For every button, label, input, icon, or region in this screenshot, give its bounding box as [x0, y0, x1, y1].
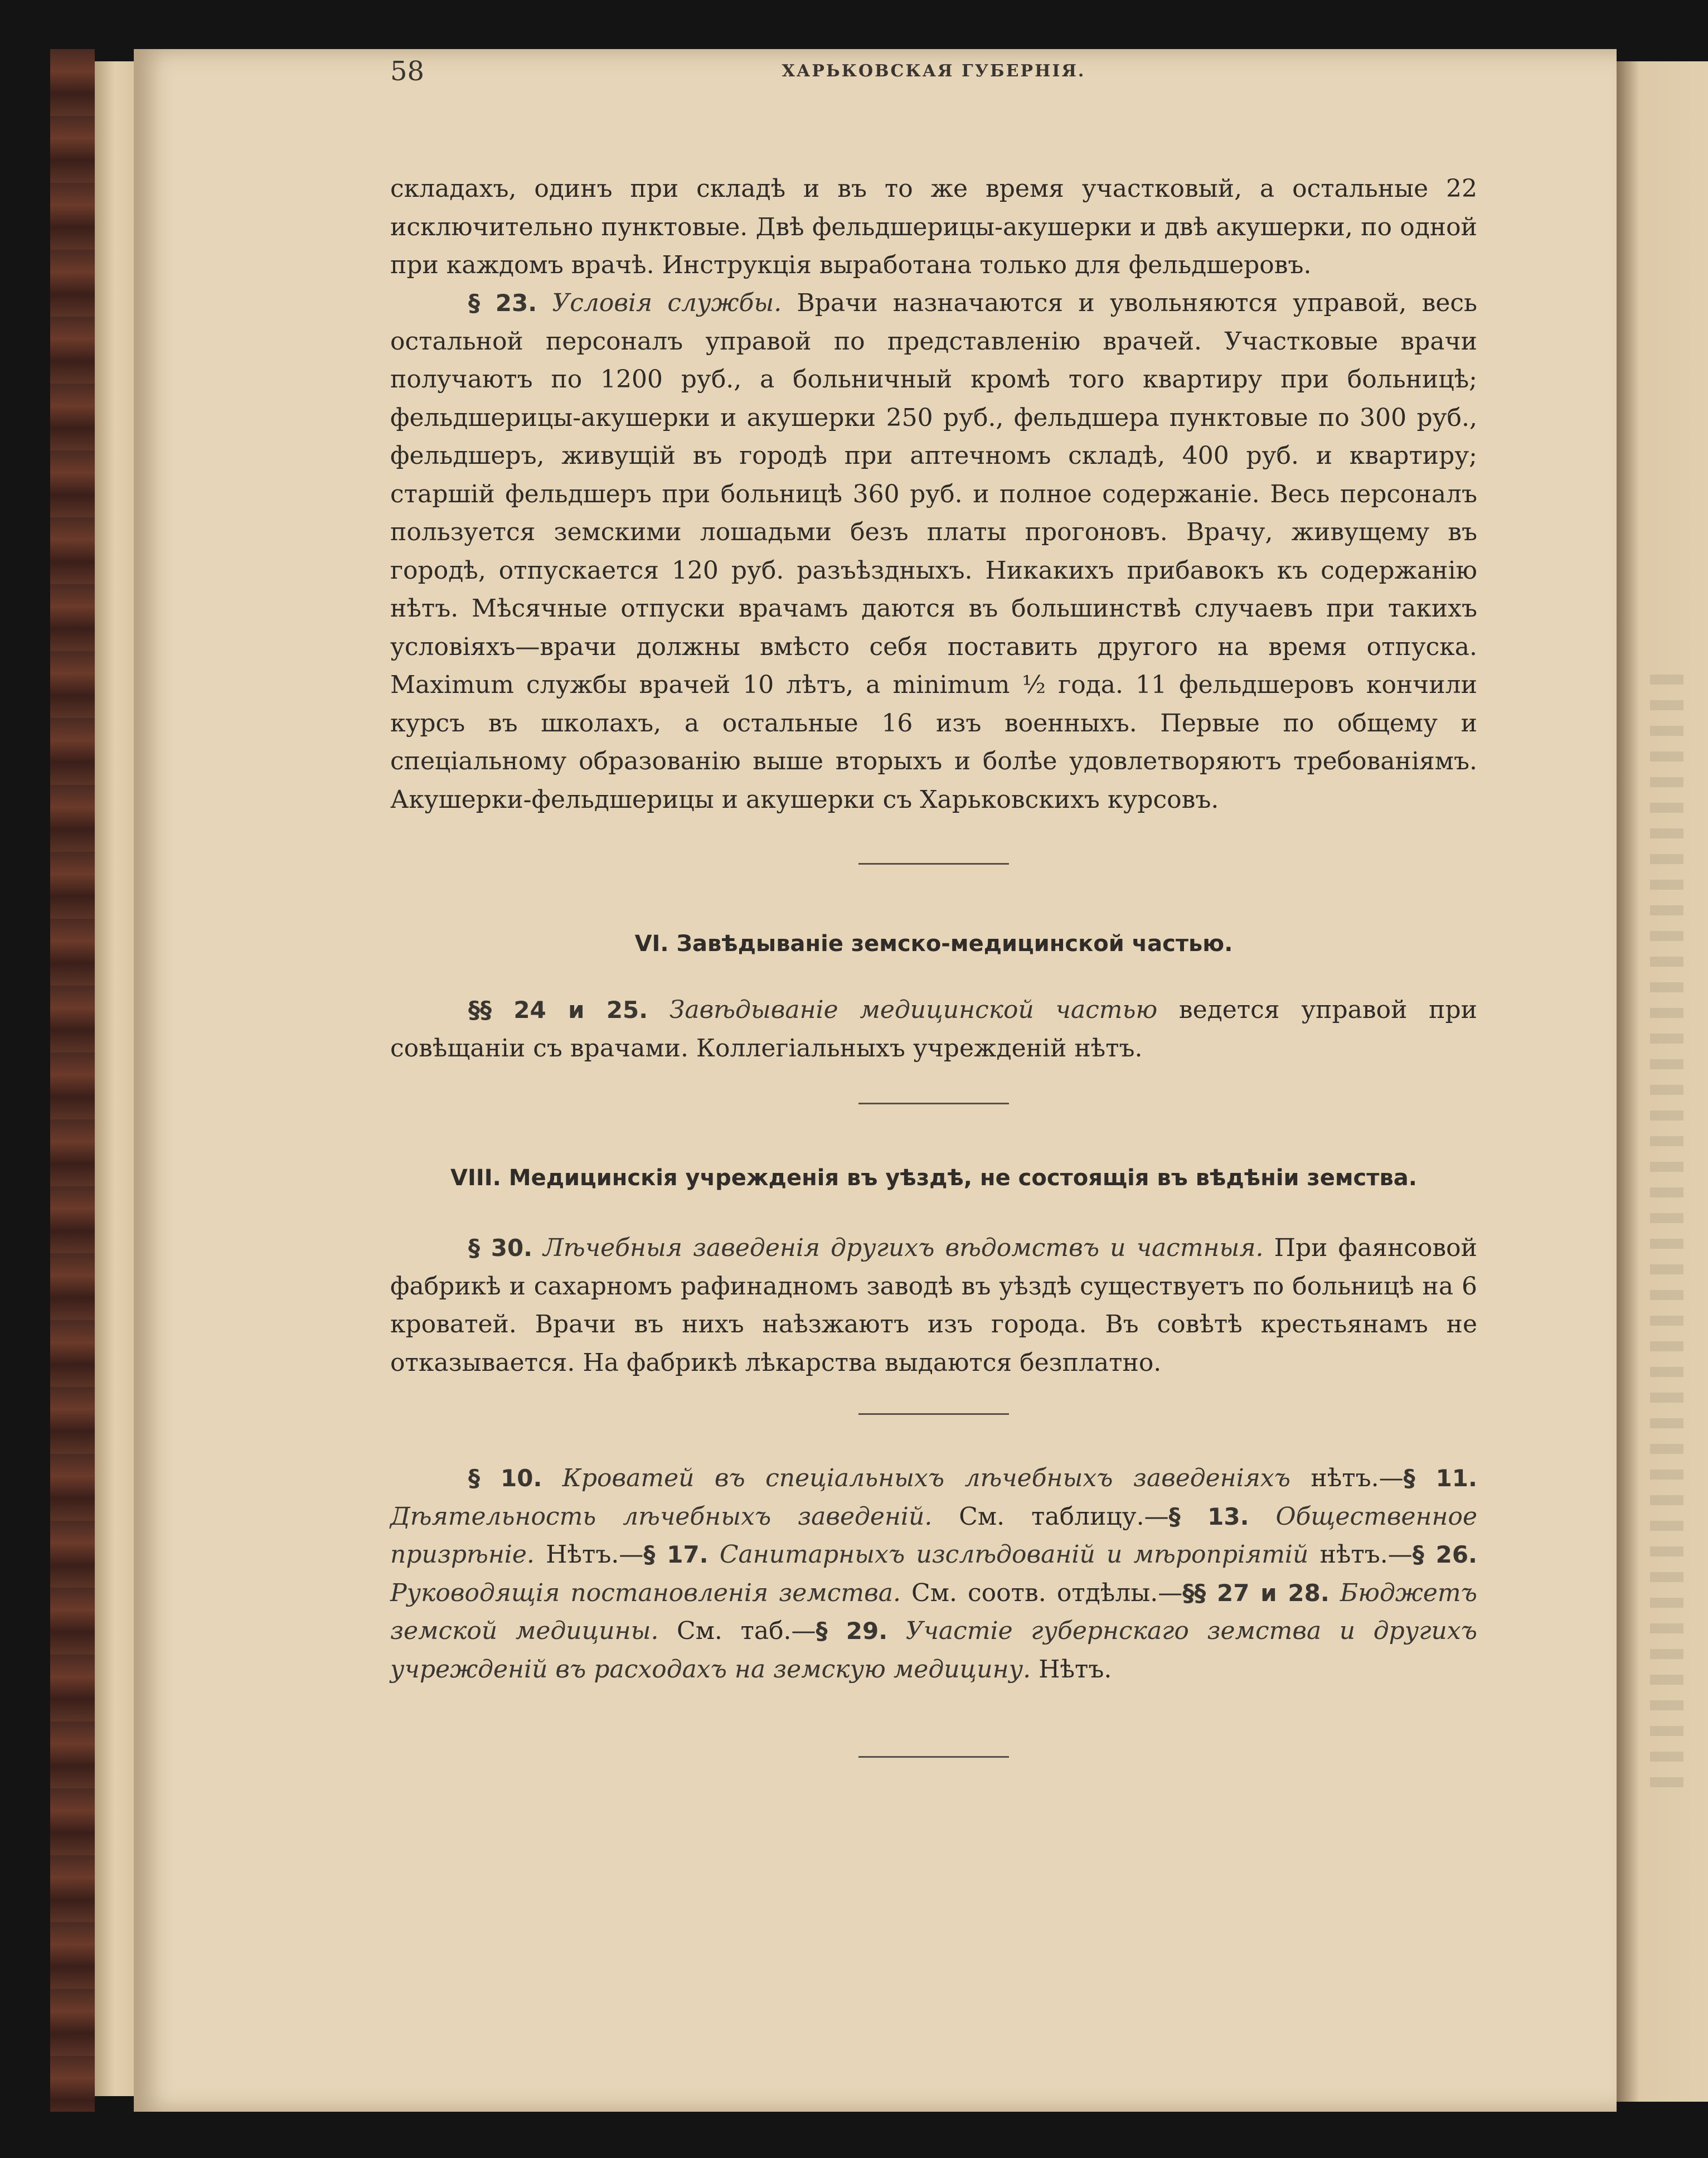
section-24-25 — [390, 991, 1477, 1068]
section-body: См. соотв. отдѣлы.— — [911, 1578, 1183, 1607]
section-number: § 17. — [643, 1541, 709, 1568]
section-body: Нѣтъ.— — [546, 1540, 644, 1569]
chapter-heading-vi — [390, 931, 1477, 957]
section-title: Бюджетъ земской медицины. — [390, 1578, 1477, 1645]
facing-page-edge — [1617, 61, 1708, 2102]
section-number: § 26. — [1412, 1541, 1477, 1568]
section-title: Руководящія постановленія земства. — [390, 1578, 901, 1607]
section-title: Санитарныхъ изслѣдованій и мѣропріятій — [719, 1540, 1309, 1569]
paragraph-opening — [390, 170, 1477, 285]
divider-rule — [858, 1413, 1009, 1415]
section-body: См. таблицу.— — [959, 1502, 1169, 1531]
section-body: нѣтъ.— — [1311, 1464, 1404, 1492]
section-23-paragraph — [390, 284, 1477, 819]
section-title: Завѣдываніе медицинской частью — [669, 996, 1158, 1024]
section-title: Общественное призрѣніе. — [390, 1502, 1477, 1569]
running-title: ХАРЬКОВСКАЯ ГУБЕРНІЯ. — [782, 61, 1086, 81]
section-body: При фаянсовой фабрикѣ и сахарномъ рафинадномъ заводѣ въ уѣздѣ существуетъ по больницѣ на 6 кроватей. Врачи въ нихъ наѣзжаютъ изъ города. Въ совѣтѣ крестьянамъ не отказывается. На фабрикѣ лѣкарства выдаются безплатно. — [390, 1234, 1477, 1377]
section-number: § 29. — [816, 1617, 888, 1645]
section-title: Дѣятельность лѣчебныхъ заведеній. — [390, 1502, 933, 1531]
chapter-heading-viii — [390, 1165, 1477, 1191]
section-body: Врачи назначаются и увольняются управой, весь остальной персоналъ управой по представленію врачей. Участковые врачи получаютъ по 1200 руб., а больничный кромѣ того квартиру при больницѣ; фельдшерицы-акушерки и акушерки 250 руб., фельдшера пунктовые по 300 руб., фельдшеръ, живущій въ городѣ при аптечномъ складѣ, 400 руб. и квартиру; старшій фельдшеръ при больницѣ 360 руб. и полное содержаніе. Весь персоналъ пользуется земскими лошадьми безъ платы прогоновъ. Врачу, живущему въ городѣ, отпускается 120 руб. разъѣздныхъ. Никакихъ прибавокъ къ содержанію нѣтъ. Мѣсячные отпуски врачамъ даются въ большинствѣ случаевъ при такихъ условіяхъ—врачи должны вмѣсто себя поставить другого на время отпуска. Maximum службы врачей 10 лѣтъ, a minimum ½ года. 11 фельдшеровъ кончили курсъ въ школахъ, а остальные 16 изъ военныхъ. Первые по общему и спеціальному образованію выше вторыхъ и болѣе удовлетворяютъ требованіямъ. Акушерки-фельдшерицы и акушерки съ Харьковскихъ курсовъ. — [390, 289, 1477, 814]
section-number: § 10. — [468, 1464, 542, 1492]
page-number: 58 — [390, 56, 425, 87]
chapter-heading-text: VIII. Медицинскія учрежденія въ уѣздѣ, не состоящія въ вѣдѣніи земства. — [450, 1165, 1417, 1191]
section-30 — [390, 1229, 1477, 1382]
section-title: Кроватей въ спеціальныхъ лѣчебныхъ заведеніяхъ — [562, 1464, 1291, 1492]
section-body: нѣтъ.— — [1319, 1540, 1413, 1569]
chapter-heading-text: VI. Завѣдываніе земско-медицинской частью. — [634, 931, 1233, 957]
book-spine — [50, 49, 95, 2112]
summary-paragraph — [390, 1459, 1477, 1689]
section-23 — [390, 284, 1477, 819]
section-30-paragraph — [390, 1229, 1477, 1382]
section-number: § 11. — [1403, 1464, 1477, 1492]
section-number: §§ 27 и 28. — [1182, 1579, 1329, 1607]
bleed-through-text — [1650, 675, 1683, 1790]
section-number: §§ 24 и 25. — [468, 996, 648, 1024]
section-body: См. таб.— — [677, 1617, 816, 1645]
section-body: Нѣтъ. — [1039, 1655, 1112, 1684]
section-24-25-paragraph — [390, 991, 1477, 1068]
divider-rule — [858, 1103, 1009, 1104]
section-title: Условія службы. — [552, 289, 782, 317]
section-title: Лѣчебныя заведенія другихъ вѣдомствъ и частныя. — [543, 1234, 1264, 1262]
section-number: § 23. — [468, 289, 537, 317]
section-title: Участіе губернскаго земства и другихъ учрежденій въ расходахъ на земскую медицину. — [390, 1617, 1477, 1684]
divider-rule — [858, 1756, 1009, 1758]
section-body: ведется управой при совѣщаніи съ врачами. Коллегіальныхъ учрежденій нѣтъ. — [390, 996, 1477, 1063]
divider-rule — [858, 863, 1009, 865]
running-header — [390, 56, 1477, 100]
section-number: § 13. — [1168, 1502, 1249, 1530]
section-number: § 30. — [468, 1234, 533, 1262]
summary-sections — [390, 1459, 1477, 1689]
paragraph-text: складахъ, одинъ при складѣ и въ то же время участковый, а остальные 22 исключительно пунктовые. Двѣ фельдшерицы-акушерки и двѣ акушерки, по одной при каждомъ врачѣ. Инструкція выработана только для фельдшеровъ. — [390, 174, 1477, 279]
